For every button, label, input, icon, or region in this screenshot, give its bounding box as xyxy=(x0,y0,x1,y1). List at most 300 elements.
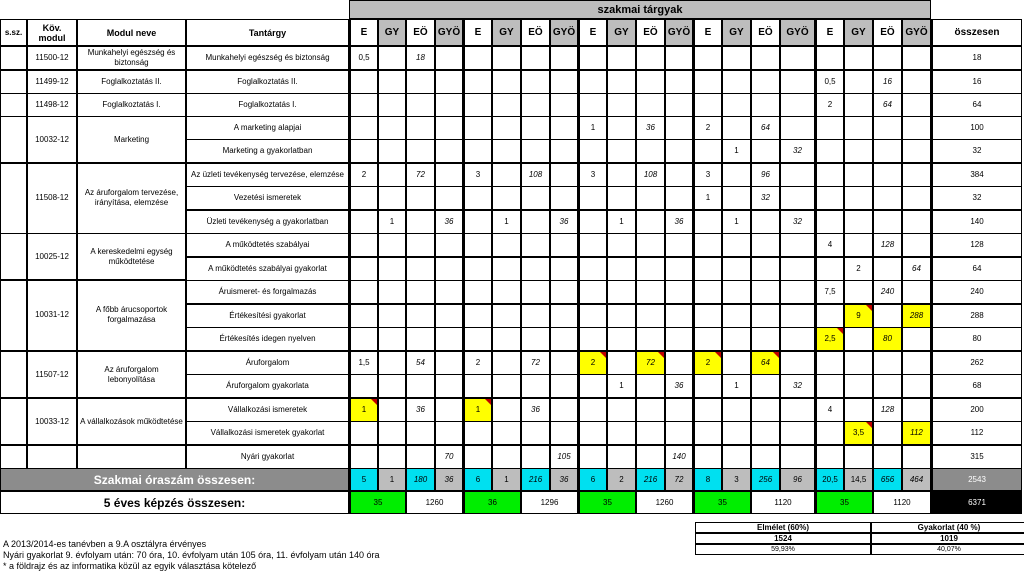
hours-cell xyxy=(844,139,873,163)
hours-cell xyxy=(550,233,578,257)
hours-cell xyxy=(406,93,435,117)
module-name: Az áruforgalom lebonyolítása xyxy=(77,351,186,398)
sum-cell: 2 xyxy=(607,468,636,491)
hours-cell xyxy=(607,186,636,210)
hours-cell xyxy=(902,70,931,94)
hours-cell: 1 xyxy=(463,398,492,422)
row-total: 240 xyxy=(931,280,1022,304)
hours-cell xyxy=(578,70,607,94)
header-col-gyö: GYÖ xyxy=(435,19,463,46)
header-tantargy: Tantárgy xyxy=(186,19,349,46)
five-year-label: 5 éves képzés összesen: xyxy=(0,491,349,514)
hours-cell xyxy=(406,421,435,445)
hours-cell xyxy=(693,398,722,422)
subject-name: Értékesítés idegen nyelven xyxy=(186,327,349,351)
hours-cell xyxy=(693,257,722,281)
hours-cell xyxy=(722,445,751,469)
hours-cell xyxy=(435,351,463,375)
row-total: 100 xyxy=(931,116,1022,140)
hours-cell: 1 xyxy=(607,210,636,234)
header-col-e: E xyxy=(463,19,492,46)
hours-cell xyxy=(435,163,463,187)
table-title: szakmai tárgyak xyxy=(349,0,931,19)
hours-cell xyxy=(578,210,607,234)
row-number xyxy=(0,93,27,117)
sum-cell: 8 xyxy=(693,468,722,491)
subject-name: Értékesítési gyakorlat xyxy=(186,304,349,328)
hours-cell xyxy=(636,210,665,234)
row-total: 315 xyxy=(931,445,1022,469)
hours-cell xyxy=(550,374,578,398)
module-name: Foglalkoztatás II. xyxy=(77,70,186,94)
hours-cell xyxy=(844,327,873,351)
hours-cell xyxy=(902,280,931,304)
hours-cell: 240 xyxy=(873,280,902,304)
hours-cell xyxy=(636,445,665,469)
hours-cell xyxy=(349,374,378,398)
header-col-e: E xyxy=(693,19,722,46)
hours-cell xyxy=(406,70,435,94)
hours-cell: 32 xyxy=(780,139,815,163)
hours-cell xyxy=(349,93,378,117)
hours-cell xyxy=(873,46,902,70)
subject-name: Vezetési ismeretek xyxy=(186,186,349,210)
hours-cell: 36 xyxy=(435,210,463,234)
hours-cell xyxy=(550,46,578,70)
hours-cell xyxy=(463,374,492,398)
hours-cell xyxy=(492,233,521,257)
hours-cell xyxy=(722,327,751,351)
hours-cell xyxy=(406,445,435,469)
hours-cell xyxy=(722,421,751,445)
subject-name: Áruismeret- és forgalmazás xyxy=(186,280,349,304)
hours-cell xyxy=(815,139,844,163)
hours-cell xyxy=(722,116,751,140)
hours-cell xyxy=(435,46,463,70)
hours-cell xyxy=(406,186,435,210)
five-year-theory-cell: 35 xyxy=(578,491,636,514)
hours-cell xyxy=(902,46,931,70)
hours-cell xyxy=(607,327,636,351)
hours-cell xyxy=(780,304,815,328)
hours-cell xyxy=(693,70,722,94)
hours-cell xyxy=(435,398,463,422)
hours-cell: 3 xyxy=(693,163,722,187)
hours-cell xyxy=(463,210,492,234)
hours-cell: 1 xyxy=(607,374,636,398)
row-total: 140 xyxy=(931,210,1022,234)
header-col-eö: EÖ xyxy=(636,19,665,46)
hours-cell: 2 xyxy=(693,116,722,140)
hours-cell: 0,5 xyxy=(815,70,844,94)
hours-cell xyxy=(463,186,492,210)
hours-cell xyxy=(665,280,693,304)
hours-cell xyxy=(780,280,815,304)
hours-cell: 70 xyxy=(435,445,463,469)
hours-cell xyxy=(902,327,931,351)
hours-cell xyxy=(406,374,435,398)
hours-cell xyxy=(751,70,780,94)
hours-cell xyxy=(873,163,902,187)
hours-cell xyxy=(636,327,665,351)
row-total: 16 xyxy=(931,70,1022,94)
hours-cell xyxy=(550,280,578,304)
subject-name: Áruforgalom gyakorlata xyxy=(186,374,349,398)
hours-cell xyxy=(751,327,780,351)
header-col-eö: EÖ xyxy=(751,19,780,46)
hours-cell xyxy=(521,280,550,304)
header-col-e: E xyxy=(349,19,378,46)
hours-cell xyxy=(902,163,931,187)
hours-cell xyxy=(844,186,873,210)
summary-practice-pct: 40,07% xyxy=(871,544,1024,555)
hours-cell xyxy=(406,116,435,140)
subject-name: Nyári gyakorlat xyxy=(186,445,349,469)
header-osszesen: összesen xyxy=(931,19,1022,46)
hours-cell: 72 xyxy=(406,163,435,187)
module-code: 10032-12 xyxy=(27,116,77,163)
row-number xyxy=(0,398,27,445)
row-total: 64 xyxy=(931,93,1022,117)
hours-cell xyxy=(578,304,607,328)
hours-cell xyxy=(815,374,844,398)
hours-cell xyxy=(636,46,665,70)
hours-cell xyxy=(463,280,492,304)
hours-cell xyxy=(492,374,521,398)
header-col-gyö: GYÖ xyxy=(902,19,931,46)
header-col-eö: EÖ xyxy=(873,19,902,46)
hours-cell xyxy=(578,421,607,445)
hours-cell: 3,5 xyxy=(844,421,873,445)
hours-cell xyxy=(780,233,815,257)
hours-cell xyxy=(492,186,521,210)
hours-cell: 4 xyxy=(815,398,844,422)
five-year-theory-cell: 36 xyxy=(463,491,521,514)
five-year-total-cell: 1260 xyxy=(406,491,463,514)
hours-cell xyxy=(815,186,844,210)
sum-cell: 72 xyxy=(665,468,693,491)
hours-cell xyxy=(578,280,607,304)
hours-cell xyxy=(521,139,550,163)
row-total: 18 xyxy=(931,46,1022,70)
hours-cell xyxy=(492,257,521,281)
hours-cell xyxy=(873,210,902,234)
hours-cell: 64 xyxy=(902,257,931,281)
row-total: 288 xyxy=(931,304,1022,328)
hours-cell xyxy=(873,351,902,375)
module-name xyxy=(77,445,186,469)
hours-cell xyxy=(607,280,636,304)
hours-cell xyxy=(492,139,521,163)
hours-cell xyxy=(607,70,636,94)
hours-cell xyxy=(873,421,902,445)
hours-cell xyxy=(349,233,378,257)
hours-cell xyxy=(492,116,521,140)
hours-cell xyxy=(550,116,578,140)
hours-cell xyxy=(780,163,815,187)
hours-cell xyxy=(607,421,636,445)
hours-cell xyxy=(521,186,550,210)
sum-cell: 5 xyxy=(349,468,378,491)
sum-cell: 216 xyxy=(521,468,550,491)
hours-cell xyxy=(815,46,844,70)
hours-cell xyxy=(607,351,636,375)
hours-cell xyxy=(722,304,751,328)
subject-name: A működtetés szabályai gyakorlat xyxy=(186,257,349,281)
hours-cell: 64 xyxy=(751,116,780,140)
row-total: 32 xyxy=(931,139,1022,163)
hours-cell xyxy=(521,445,550,469)
module-name: Foglalkoztatás I. xyxy=(77,93,186,117)
hours-cell xyxy=(693,445,722,469)
hours-cell xyxy=(550,70,578,94)
sum-cell: 36 xyxy=(550,468,578,491)
hours-cell xyxy=(751,304,780,328)
hours-cell xyxy=(636,70,665,94)
hours-cell xyxy=(722,93,751,117)
hours-cell xyxy=(435,70,463,94)
hours-cell xyxy=(435,257,463,281)
module-code: 11498-12 xyxy=(27,93,77,117)
hours-cell: 54 xyxy=(406,351,435,375)
row-number xyxy=(0,163,27,234)
hours-cell xyxy=(722,233,751,257)
hours-cell xyxy=(751,280,780,304)
hours-cell xyxy=(902,139,931,163)
hours-cell xyxy=(636,233,665,257)
header-col-gy: GY xyxy=(722,19,751,46)
hours-cell xyxy=(902,233,931,257)
hours-cell xyxy=(406,304,435,328)
hours-cell xyxy=(550,398,578,422)
hours-cell xyxy=(578,139,607,163)
module-name: Az áruforgalom tervezése, irányítása, elemzése xyxy=(77,163,186,234)
hours-cell xyxy=(492,351,521,375)
row-total: 112 xyxy=(931,421,1022,445)
hours-cell: 36 xyxy=(636,116,665,140)
hours-cell: 9 xyxy=(844,304,873,328)
subject-name: Foglalkoztatás II. xyxy=(186,70,349,94)
hours-cell: 36 xyxy=(406,398,435,422)
hours-cell xyxy=(636,421,665,445)
hours-cell xyxy=(492,93,521,117)
hours-cell xyxy=(406,327,435,351)
hours-cell xyxy=(435,421,463,445)
hours-cell xyxy=(349,327,378,351)
header-col-gy: GY xyxy=(844,19,873,46)
hours-cell xyxy=(378,46,406,70)
hours-cell xyxy=(665,233,693,257)
header-col-gyö: GYÖ xyxy=(550,19,578,46)
hours-cell xyxy=(607,445,636,469)
sum-cell: 36 xyxy=(435,468,463,491)
hours-cell xyxy=(844,233,873,257)
hours-cell: 1 xyxy=(693,186,722,210)
hours-cell xyxy=(463,445,492,469)
hours-cell xyxy=(780,445,815,469)
hours-cell: 72 xyxy=(521,351,550,375)
hours-cell xyxy=(844,70,873,94)
hours-cell xyxy=(722,398,751,422)
sum-cell: 1 xyxy=(378,468,406,491)
hours-cell xyxy=(435,304,463,328)
hours-cell xyxy=(873,139,902,163)
sum-cell: 1 xyxy=(492,468,521,491)
hours-cell xyxy=(607,163,636,187)
hours-cell xyxy=(722,280,751,304)
hours-cell: 2 xyxy=(693,351,722,375)
subject-name: Vállalkozási ismeretek gyakorlat xyxy=(186,421,349,445)
hours-cell xyxy=(349,210,378,234)
subject-name: Üzleti tevékenység a gyakorlatban xyxy=(186,210,349,234)
hours-cell xyxy=(492,445,521,469)
hours-cell xyxy=(751,139,780,163)
hours-cell xyxy=(349,304,378,328)
hours-cell xyxy=(815,210,844,234)
hours-cell xyxy=(378,186,406,210)
five-year-theory-cell: 35 xyxy=(693,491,751,514)
hours-cell: 108 xyxy=(636,163,665,187)
hours-cell: 3 xyxy=(578,163,607,187)
hours-cell xyxy=(665,163,693,187)
hours-cell xyxy=(844,445,873,469)
subject-name: Foglalkoztatás I. xyxy=(186,93,349,117)
hours-cell xyxy=(751,421,780,445)
hours-cell xyxy=(636,280,665,304)
hours-cell xyxy=(815,163,844,187)
hours-cell xyxy=(693,374,722,398)
hours-cell xyxy=(693,421,722,445)
hours-cell xyxy=(873,186,902,210)
hours-cell xyxy=(378,257,406,281)
subject-name: Vállalkozási ismeretek xyxy=(186,398,349,422)
hours-cell: 36 xyxy=(521,398,550,422)
hours-cell xyxy=(406,233,435,257)
header-ssz: s.sz. xyxy=(0,19,27,46)
hours-cell xyxy=(844,374,873,398)
hours-cell xyxy=(578,327,607,351)
hours-cell xyxy=(902,398,931,422)
row-total: 32 xyxy=(931,186,1022,210)
hours-cell xyxy=(844,46,873,70)
hours-cell xyxy=(406,139,435,163)
hours-cell xyxy=(665,70,693,94)
hours-cell xyxy=(463,421,492,445)
hours-cell xyxy=(722,46,751,70)
hours-cell: 2,5 xyxy=(815,327,844,351)
hours-cell xyxy=(435,327,463,351)
hours-cell: 32 xyxy=(780,374,815,398)
hours-cell xyxy=(349,257,378,281)
sum-cell: 256 xyxy=(751,468,780,491)
hours-cell xyxy=(636,93,665,117)
hours-cell: 18 xyxy=(406,46,435,70)
hours-cell xyxy=(844,210,873,234)
hours-cell xyxy=(815,304,844,328)
footnote: * a földrajz és az informatika közül az egyik választása kötelező xyxy=(3,561,257,571)
hours-cell xyxy=(722,351,751,375)
header-col-gy: GY xyxy=(378,19,406,46)
summary-practice-label: Gyakorlat (40 %) xyxy=(871,522,1024,533)
module-code: 11508-12 xyxy=(27,163,77,234)
hours-cell xyxy=(722,163,751,187)
hours-cell xyxy=(665,46,693,70)
hours-cell xyxy=(693,46,722,70)
hours-cell xyxy=(844,280,873,304)
sum-cell: 6 xyxy=(578,468,607,491)
hours-cell xyxy=(780,398,815,422)
hours-cell xyxy=(578,445,607,469)
hours-cell xyxy=(902,374,931,398)
hours-cell xyxy=(463,46,492,70)
hours-cell xyxy=(521,374,550,398)
five-year-total-cell: 1120 xyxy=(873,491,931,514)
hours-cell xyxy=(435,93,463,117)
hours-cell xyxy=(435,186,463,210)
hours-cell xyxy=(349,116,378,140)
hours-cell xyxy=(406,257,435,281)
hours-cell xyxy=(578,186,607,210)
hours-cell: 1 xyxy=(722,210,751,234)
subject-name: A működtetés szabályai xyxy=(186,233,349,257)
summary-theory-label: Elmélet (60%) xyxy=(695,522,871,533)
row-number xyxy=(0,351,27,398)
hours-cell xyxy=(550,257,578,281)
row-number xyxy=(0,280,27,351)
header-col-gyö: GYÖ xyxy=(665,19,693,46)
hours-cell xyxy=(578,398,607,422)
sum-cell: 20,5 xyxy=(815,468,844,491)
hours-cell: 1,5 xyxy=(349,351,378,375)
hours-cell xyxy=(578,233,607,257)
hours-cell: 2 xyxy=(578,351,607,375)
hours-cell: 72 xyxy=(636,351,665,375)
hours-cell xyxy=(780,421,815,445)
hours-cell xyxy=(844,163,873,187)
row-number xyxy=(0,46,27,70)
hours-cell: 36 xyxy=(665,210,693,234)
hours-cell xyxy=(902,93,931,117)
hours-cell xyxy=(902,186,931,210)
hours-cell xyxy=(492,421,521,445)
hours-cell xyxy=(521,304,550,328)
hours-cell xyxy=(349,421,378,445)
hours-cell xyxy=(492,398,521,422)
hours-cell: 2 xyxy=(463,351,492,375)
hours-cell xyxy=(463,257,492,281)
hours-cell xyxy=(521,421,550,445)
sum-cell: 3 xyxy=(722,468,751,491)
hours-cell: 105 xyxy=(550,445,578,469)
hours-cell xyxy=(492,163,521,187)
hours-cell xyxy=(751,46,780,70)
hours-cell xyxy=(815,116,844,140)
five-year-total-cell: 1260 xyxy=(636,491,693,514)
five-year-total-cell: 1296 xyxy=(521,491,578,514)
module-name: A kereskedelmi egység működtetése xyxy=(77,233,186,280)
hours-cell: 64 xyxy=(751,351,780,375)
hours-cell xyxy=(693,280,722,304)
footnote: A 2013/2014-es tanévben a 9.A osztályra érvényes xyxy=(3,539,207,549)
hours-cell xyxy=(844,398,873,422)
hours-cell xyxy=(550,139,578,163)
hours-cell xyxy=(521,116,550,140)
hours-cell xyxy=(693,233,722,257)
hours-cell: 2 xyxy=(844,257,873,281)
row-total: 128 xyxy=(931,233,1022,257)
hours-cell xyxy=(780,186,815,210)
sum-cell: 656 xyxy=(873,468,902,491)
